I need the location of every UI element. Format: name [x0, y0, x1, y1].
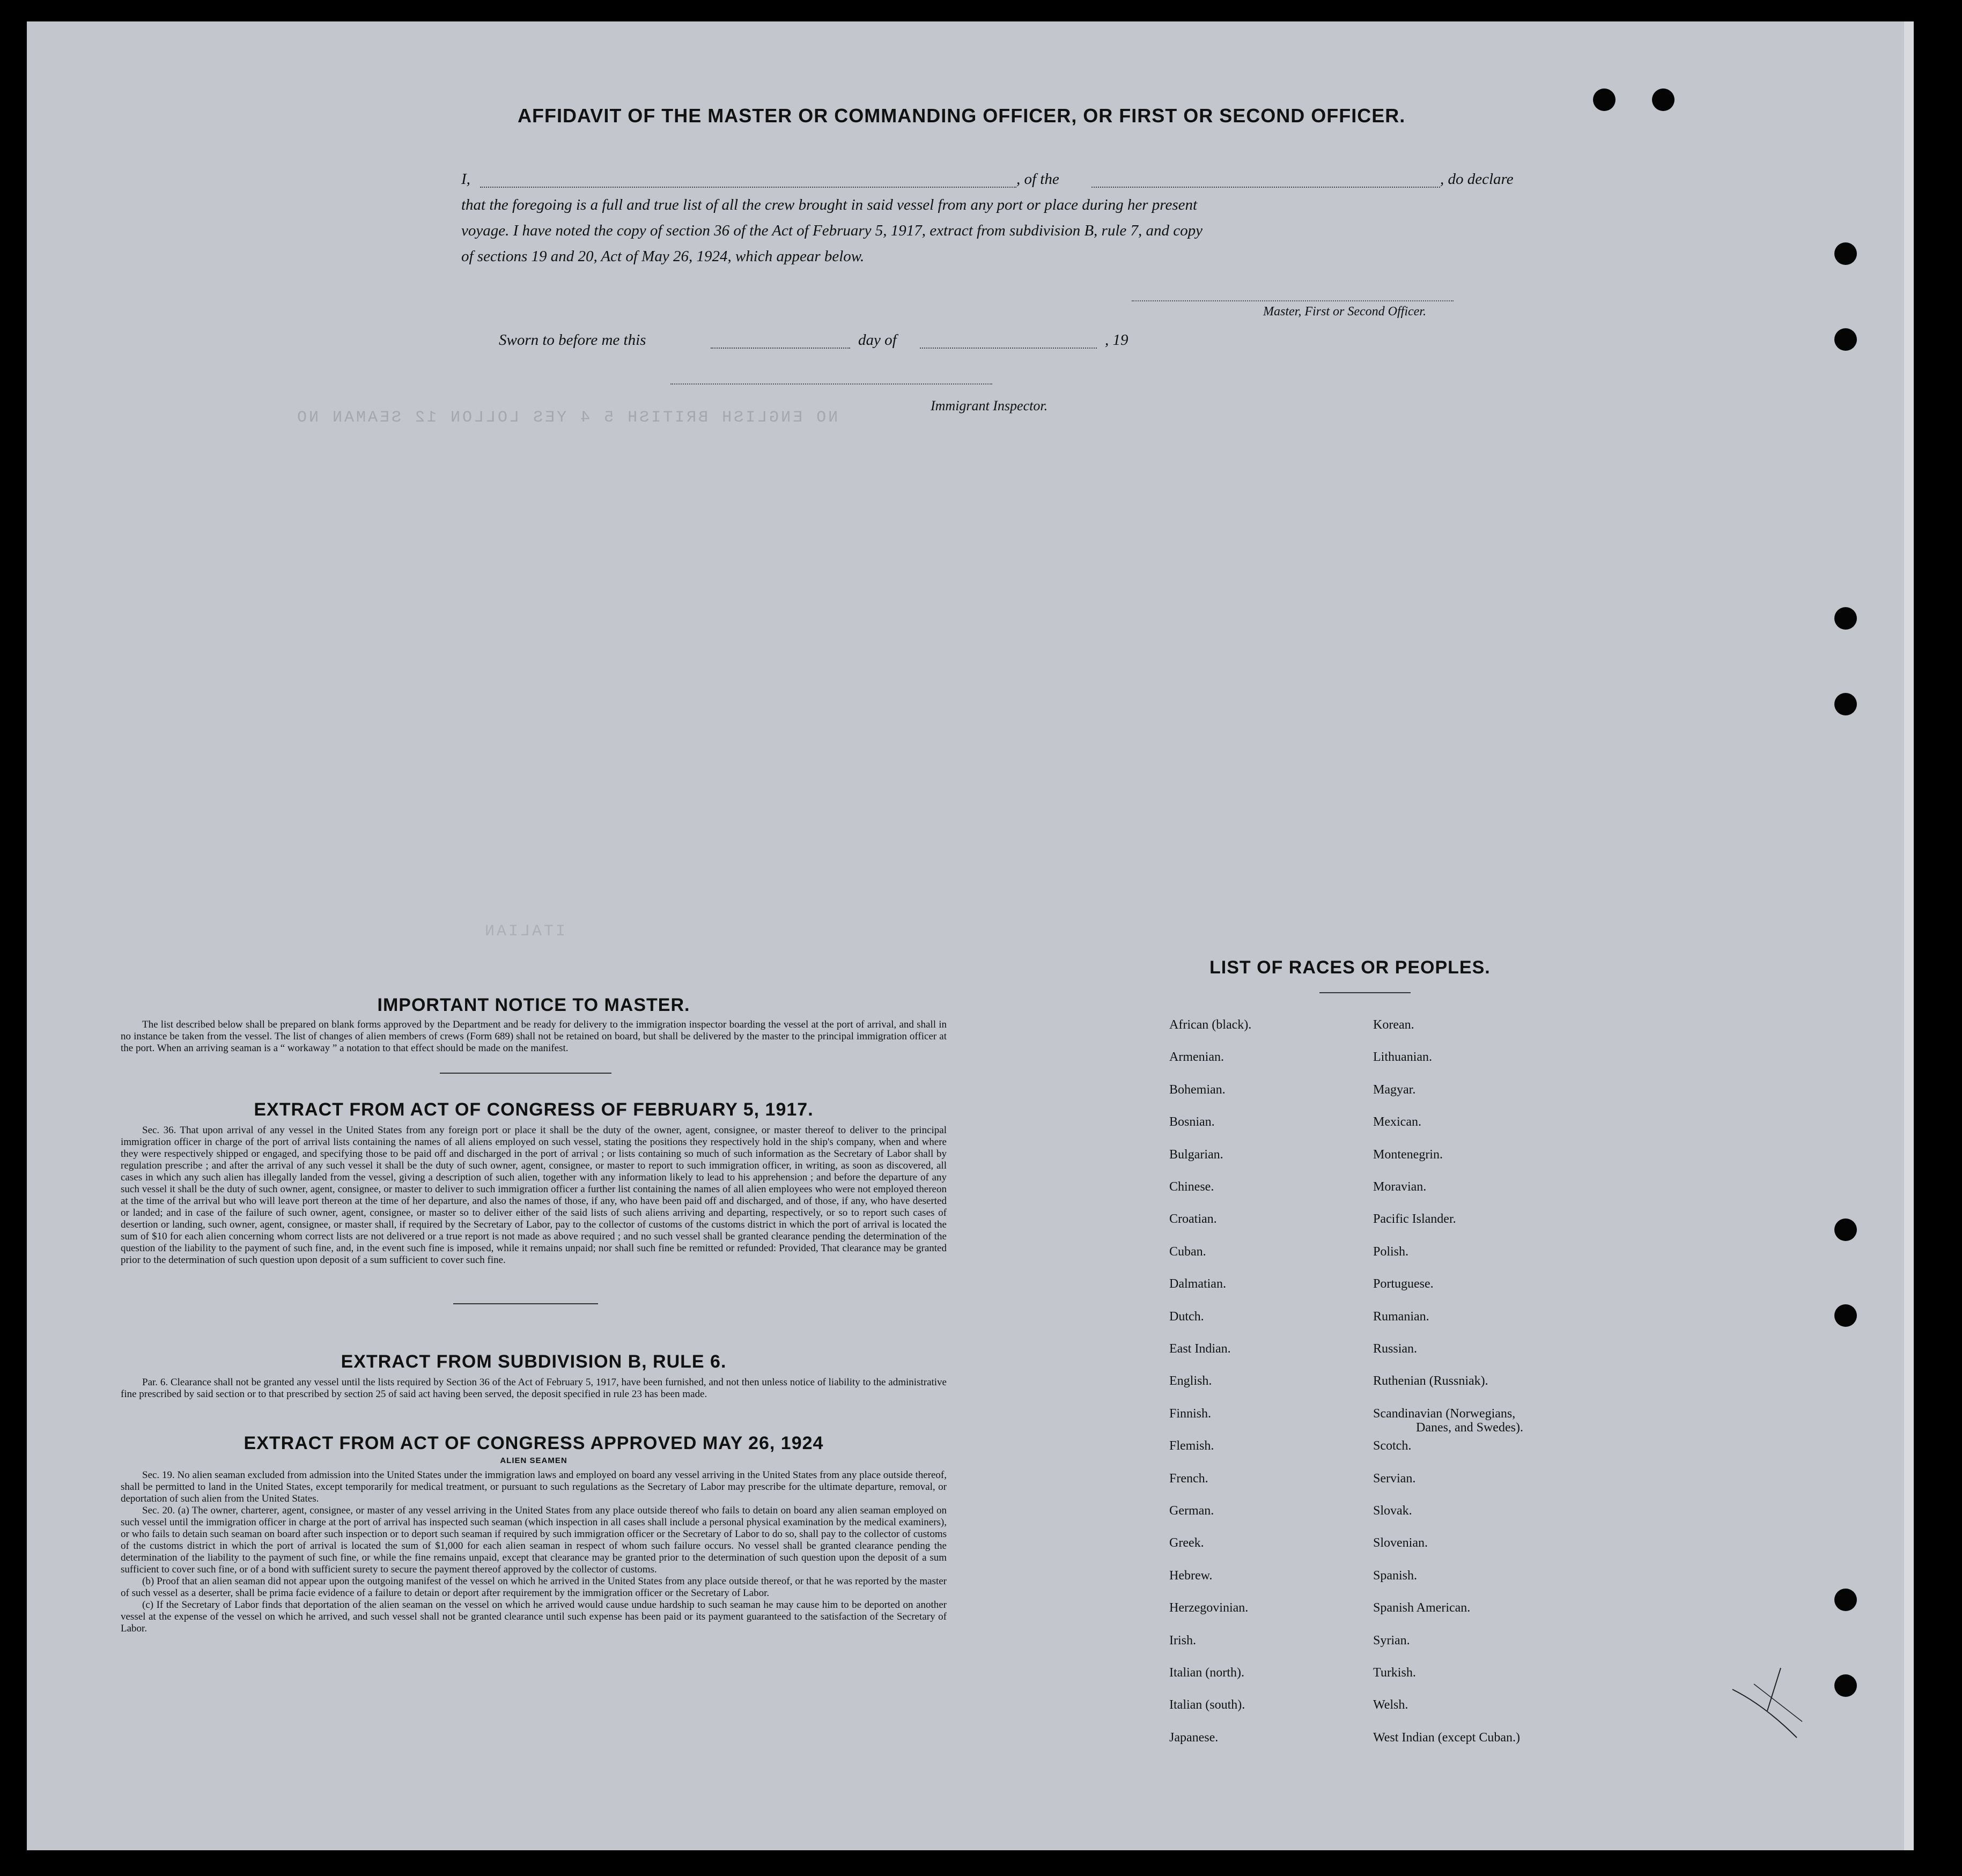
race-item: Armenian.	[1169, 1050, 1224, 1065]
race-item: Scandinavian (Norwegians,	[1373, 1406, 1516, 1421]
bleed-through-text: ITALIAN	[483, 922, 566, 941]
declaration-line: voyage. I have noted the copy of section 36 of the Act of February 5, 1917, extract from subdivision B, rule 7, and copy	[461, 222, 1203, 239]
race-item: African (black).	[1169, 1018, 1252, 1032]
race-item: Flemish.	[1169, 1439, 1214, 1453]
day-of-label: day of	[858, 331, 897, 349]
race-item: Welsh.	[1373, 1698, 1408, 1712]
extract-1924-subtitle: ALIEN SEAMEN	[500, 1456, 567, 1465]
scan-edge	[1904, 21, 1914, 1850]
sec20b-text: (b) Proof that an alien seaman did not appear upon the outgoing manifest of the vessel on which he arrived in the United States from any place outside thereof, or that he was reported by the master of such vessel as a deserter, shall be prima facie evidence of a failure to detain or deport after requirement by the immigration officer or the Secretary of Labor.	[121, 1576, 947, 1599]
race-item: Spanish.	[1373, 1568, 1418, 1583]
i-label: I,	[461, 171, 470, 188]
extract-1917-title: EXTRACT FROM ACT OF CONGRESS OF FEBRUARY 5, 1917.	[254, 1099, 814, 1120]
race-item: Italian (south).	[1169, 1698, 1245, 1712]
sworn-day-field[interactable]	[711, 331, 850, 349]
race-item: Finnish.	[1169, 1406, 1212, 1421]
divider	[440, 1073, 611, 1074]
race-item: Pacific Islander.	[1373, 1212, 1456, 1227]
binder-hole	[1834, 1589, 1857, 1611]
divider	[453, 1303, 598, 1304]
race-item: Mexican.	[1373, 1115, 1421, 1129]
race-item: Herzegovinian.	[1169, 1601, 1249, 1615]
races-title: LIST OF RACES OR PEOPLES.	[1209, 957, 1491, 978]
sec19-text: Sec. 19. No alien seaman excluded from admission into the United States under the immigration laws and employed on board any vessel arriving in the United States from any place outside thereof, shall be permitted to land in the United States, except temporarily for medical treatment, or pursuant to such regulations as the Secretary of Labor may prescribe for the ultimate departure, removal, or deportation of such alien from the United States.	[121, 1469, 947, 1504]
binder-hole	[1834, 1218, 1857, 1241]
binder-hole	[1834, 1304, 1857, 1327]
extract-1924-body	[121, 1469, 947, 1635]
race-item: Russian.	[1373, 1342, 1418, 1356]
binder-hole	[1652, 88, 1675, 111]
affidavit-declaration	[461, 166, 1539, 269]
race-item-continuation: Danes, and Swedes).	[1416, 1420, 1523, 1435]
race-item: Bulgarian.	[1169, 1147, 1223, 1162]
sworn-label: Sworn to before me this	[499, 331, 646, 349]
race-item: Korean.	[1373, 1018, 1414, 1032]
race-item: East Indian.	[1169, 1342, 1231, 1356]
race-item: Slovak.	[1373, 1504, 1412, 1518]
divider	[1319, 992, 1411, 993]
master-signature-field[interactable]	[1132, 300, 1454, 301]
master-caption: Master, First or Second Officer.	[1263, 305, 1426, 319]
extract-1917-body: Sec. 36. That upon arrival of any vessel in the United States from any foreign port or place it shall be the duty of the owner, agent, consignee, or master thereof to deliver to the principal immigration officer in charge of the port of arrival lists containing the names of all aliens employed on such vessel, stating the positions they respectively hold in the ship's company, when and where they were respectively shipped or engaged, and specifying those to be paid off and discharged in the port of arrival ; or lists containing so much of such information as the Secretary of Labor shall by regulation prescribe ; and after the arrival of any such vessel it shall be the duty of such owner, agent, consignee, or master to report to such immigration officer, in writing, as soon as discovered, all cases in which any such alien has illegally landed from the vessel, giving a description of such alien, together with any information likely to lead to his apprehension ; and before the departure of any such vessel it shall be the duty of such owner, agent, consignee, or master to deliver to such immigration officer a further list containing the names of all alien employees who were not employed thereon at the time of the arrival but who will leave port thereon at the time of her departure, and also the names of those, if any, who have been paid off and discharged, and of those, if any, who have deserted or landed; and in case of the failure of such owner, agent, consignee, or master so to deliver either of the said lists of such aliens arriving and departing, respectively, or so to report such cases of desertion or landing, such owner, agent, consignee, or master shall, if required by the Secretary of Labor, pay to the collector of customs of the customs district in which the port of arrival is located the sum of $10 for each alien concerning whom correct lists are not delivered or a true report is not made as above required ; and no such vessel shall be granted clearance pending the determination of the question of the liability to the payment of such fine, and, in the event such fine is imposed, while it remains unpaid; nor shall such fine be remitted or refunded: Provided, That clearance may be granted prior to the determination of such question upon deposit of a sum sufficient to cover such fine.	[121, 1125, 947, 1266]
name-field[interactable]	[480, 171, 1016, 188]
race-item: German.	[1169, 1504, 1214, 1518]
rule6-title: EXTRACT FROM SUBDIVISION B, RULE 6.	[341, 1351, 727, 1372]
inspector-caption: Immigrant Inspector.	[931, 398, 1048, 413]
bleed-through-text: NO ENGLISH BRITISH 5 4 YES LOLLON 12 SEAMAN NO	[295, 409, 838, 427]
race-item: Scotch.	[1373, 1439, 1412, 1453]
binder-hole	[1834, 242, 1857, 265]
race-item: Turkish.	[1373, 1666, 1416, 1680]
sec20c-text: (c) If the Secretary of Labor finds that deportation of the alien seaman on the vessel on which he arrived would cause undue hardship to such seaman he may cause him to be deported on another vessel at the expense of the vessel on which he arrived, and such vessel shall not be granted clearance until such expense has been paid or its payment guaranteed to the satisfaction of the Secretary of Labor.	[121, 1599, 947, 1634]
year-label: , 19	[1105, 331, 1128, 349]
of-the-label: , of the	[1016, 171, 1059, 188]
declaration-line: that the foregoing is a full and true list of all the crew brought in said vessel from any port or place during her present	[461, 196, 1198, 213]
race-item: Bosnian.	[1169, 1115, 1215, 1129]
race-item: Dutch.	[1169, 1309, 1204, 1324]
sec20a-text: Sec. 20. (a) The owner, charterer, agent, consignee, or master of any vessel arriving in the United States from any place outside thereof who fails to detain on board any alien seaman employed on such vessel until the immigration officer in charge at the port of arrival has inspected such seaman (which inspection in all cases shall include a personal physical examination by the medical examiners), or who fails to detain such seaman on board after such inspection or to deport such seaman if required by such immigration officer or the Secretary of Labor to do so, shall pay to the collector of customs of the customs district in which the port of arrival is located the sum of $1,000 for each alien seaman in respect of whom such failure occurs. No vessel shall be granted clearance pending the determination of the liability to the payment of such fine, or while the fine remains unpaid, except that clearance may be granted prior to the determination of such question upon the deposit of a sum sufficient to cover such fine, or of a bond with sufficient surety to secure the payment thereof approved by the collector of customs.	[121, 1505, 947, 1575]
race-item: Irish.	[1169, 1633, 1196, 1648]
race-item: Slovenian.	[1373, 1536, 1428, 1550]
race-item: Montenegrin.	[1373, 1147, 1443, 1162]
race-item: West Indian (except Cuban.)	[1373, 1730, 1520, 1745]
extract-1924-title: EXTRACT FROM ACT OF CONGRESS APPROVED MAY 26, 1924	[244, 1433, 824, 1453]
binder-hole	[1834, 1674, 1857, 1697]
race-item: Bohemian.	[1169, 1082, 1226, 1097]
rule6-body: Par. 6. Clearance shall not be granted any vessel until the lists required by Section 36 of the Act of February 5, 1917, have been furnished, and not then unless notice of liability to the administrative fine prescribed by said section or to that prescribed by section 25 of said act having been served, the deposit specified in rule 23 has been made.	[121, 1377, 947, 1400]
binder-hole	[1834, 328, 1857, 351]
race-item: English.	[1169, 1374, 1212, 1388]
race-item: Spanish American.	[1373, 1601, 1471, 1615]
notice-body: The list described below shall be prepared on blank forms approved by the Department and be ready for delivery to the immigration inspector boarding the vessel at the port of arrival, and shall in no instance be taken from the vessel. The list of changes of alien members of crews (Form 689) shall not be retained on board, but shall be delivered by the master to the principal immigration officer at the port. When an arriving seaman is a “ workaway ” a notation to that effect should be made on the manifest.	[121, 1019, 947, 1054]
race-item: Ruthenian (Russniak).	[1373, 1374, 1488, 1388]
race-item: French.	[1169, 1471, 1208, 1486]
race-item: Greek.	[1169, 1536, 1204, 1550]
sworn-month-field[interactable]	[920, 331, 1097, 349]
affidavit-title: AFFIDAVIT OF THE MASTER OR COMMANDING OFFICER, OR FIRST OR SECOND OFFICER.	[518, 105, 1406, 127]
notice-title: IMPORTANT NOTICE TO MASTER.	[377, 995, 690, 1015]
pencil-mark	[1716, 1663, 1834, 1743]
inspector-signature-field[interactable]	[670, 383, 992, 385]
binder-hole	[1834, 607, 1857, 630]
race-item: Cuban.	[1169, 1244, 1206, 1259]
race-item: Rumanian.	[1373, 1309, 1429, 1324]
race-item: Chinese.	[1169, 1180, 1214, 1194]
race-item: Lithuanian.	[1373, 1050, 1432, 1065]
do-declare-label: , do declare	[1440, 171, 1514, 188]
race-item: Magyar.	[1373, 1082, 1416, 1097]
race-item: Japanese.	[1169, 1730, 1219, 1745]
declaration-line: of sections 19 and 20, Act of May 26, 1924, which appear below.	[461, 248, 865, 265]
race-item: Portuguese.	[1373, 1277, 1434, 1291]
sworn-line	[499, 327, 1196, 353]
race-item: Polish.	[1373, 1244, 1409, 1259]
race-item: Moravian.	[1373, 1180, 1427, 1194]
race-item: Syrian.	[1373, 1633, 1410, 1648]
binder-hole	[1834, 693, 1857, 715]
race-item: Hebrew.	[1169, 1568, 1213, 1583]
race-item: Croatian.	[1169, 1212, 1217, 1227]
document-page	[27, 21, 1904, 1850]
vessel-field[interactable]	[1091, 171, 1440, 188]
race-item: Italian (north).	[1169, 1666, 1244, 1680]
binder-hole	[1593, 88, 1616, 111]
race-item: Dalmatian.	[1169, 1277, 1226, 1291]
race-item: Servian.	[1373, 1471, 1416, 1486]
